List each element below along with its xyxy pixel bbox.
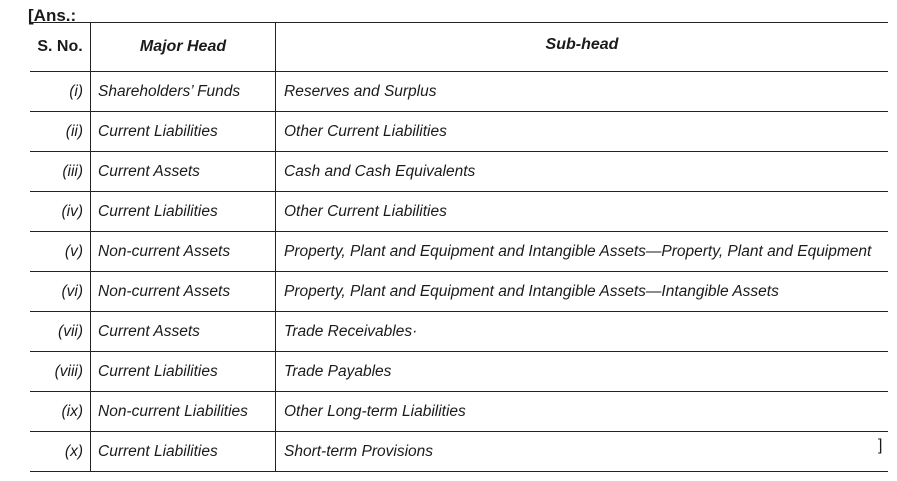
- row-major-head: Current Liabilities: [98, 202, 218, 220]
- answer-label: [Ans.:: [28, 6, 77, 25]
- table-row: [30, 192, 888, 232]
- row-sub-head: Other Current Liabilities: [284, 122, 447, 140]
- row-sub-head: Short-term Provisions: [284, 442, 434, 460]
- row-major-head: Non-current Assets: [98, 242, 231, 260]
- row-sno: (iii): [62, 162, 83, 180]
- table-row: [30, 72, 888, 112]
- table-row: [30, 352, 888, 392]
- row-major-head: Non-current Liabilities: [98, 402, 248, 420]
- row-sno: (vii): [58, 322, 83, 340]
- row-sno: (viii): [54, 362, 83, 380]
- row-major-head: Current Assets: [98, 162, 200, 180]
- row-sub-head: Property, Plant and Equipment and Intangible Assets—Intangible Assets: [284, 282, 779, 300]
- row-major-head: Shareholders’ Funds: [98, 82, 241, 100]
- header-sno: S. No.: [30, 23, 91, 71]
- row-sub-head: Cash and Cash Equivalents: [284, 162, 476, 180]
- row-sno: (i): [69, 82, 83, 100]
- row-sub-head: Trade Payables: [284, 362, 392, 380]
- table-row: [30, 112, 888, 152]
- row-sno: (ii): [65, 122, 83, 140]
- row-major-head: Non-current Assets: [98, 282, 231, 300]
- row-major-head: Current Assets: [98, 322, 200, 340]
- row-sub-head: Reserves and Surplus: [284, 82, 437, 100]
- table-header-row: [30, 22, 888, 72]
- table-row: [30, 432, 888, 472]
- header-major-head: Major Head: [91, 23, 276, 71]
- header-sub-head: Sub-head: [545, 36, 619, 53]
- table-row: [30, 152, 888, 192]
- table-row: [30, 392, 888, 432]
- row-major-head: Current Liabilities: [98, 442, 218, 460]
- classification-table: [30, 22, 888, 472]
- row-sub-head: Trade Receivables·: [284, 322, 418, 340]
- row-sub-head: Other Current Liabilities: [284, 202, 447, 220]
- row-sno: (x): [64, 442, 83, 460]
- table-row: [30, 232, 888, 272]
- row-major-head: Current Liabilities: [98, 122, 218, 140]
- row-sub-head: Property, Plant and Equipment and Intangible Assets—Property, Plant and Equipment: [284, 242, 872, 260]
- table-row: [30, 272, 888, 312]
- closing-bracket: ]: [878, 437, 883, 454]
- row-major-head: Current Liabilities: [98, 362, 218, 380]
- row-sno: (vi): [61, 282, 83, 300]
- table-row: [30, 312, 888, 352]
- row-sno: (ix): [61, 402, 83, 420]
- row-sno: (iv): [61, 202, 83, 220]
- row-sno: (v): [64, 242, 83, 260]
- row-sub-head: Other Long-term Liabilities: [284, 402, 466, 420]
